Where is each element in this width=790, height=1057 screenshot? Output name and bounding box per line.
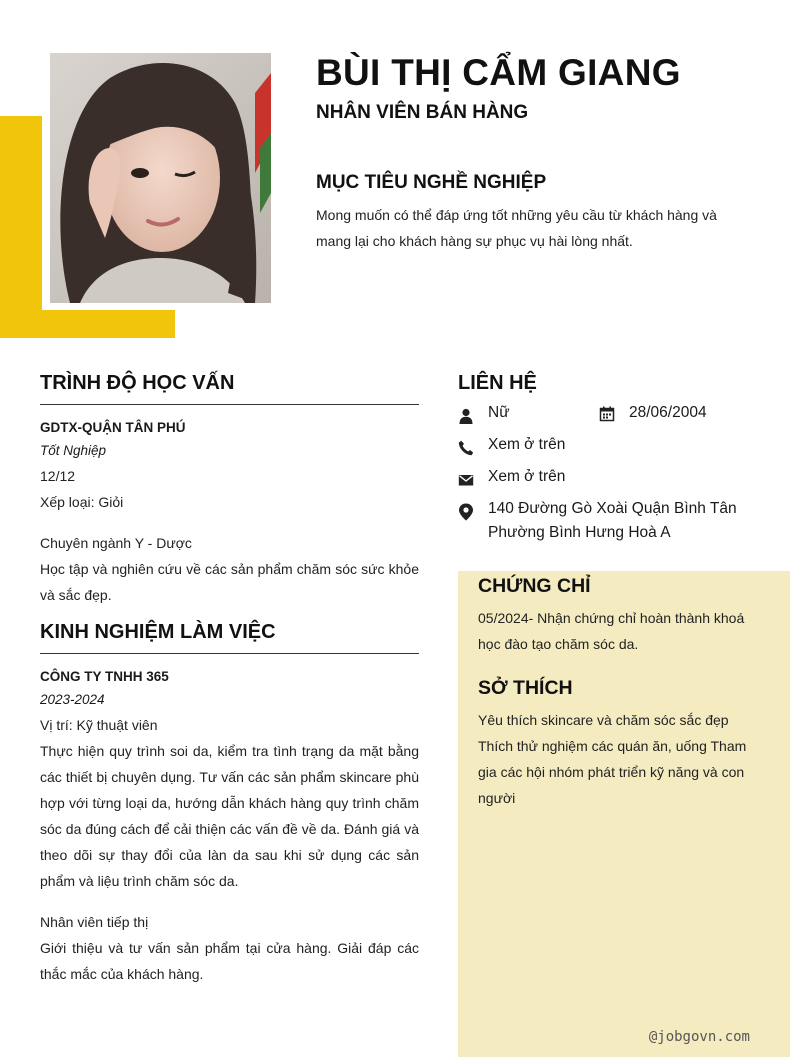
contact-heading: LIÊN HỆ (458, 372, 537, 394)
education-heading: TRÌNH ĐỘ HỌC VẤN (40, 372, 419, 405)
experience-heading: KINH NGHIỆM LÀM VIỆC (40, 621, 419, 654)
experience-role2: Nhân viên tiếp thị (40, 914, 149, 930)
contact-row-email (458, 465, 758, 497)
email-icon (458, 472, 474, 488)
education-grade-level: 12/12 (40, 468, 76, 484)
education-school: GDTX-QUẬN TÂN PHÚ (40, 420, 186, 435)
experience-role2-description: Giới thiệu và tư vấn sản phẩm tại cửa hàng. Giải đáp các thắc mắc của khách hàng. (40, 940, 419, 982)
accent-bar-vertical (0, 116, 42, 338)
hobbies-line-2: Thích thử nghiệm các quán ăn, uống Tham gia các hội nhóm phát triển kỹ năng và con người (478, 738, 747, 806)
experience-company: CÔNG TY TNHH 365 (40, 669, 169, 684)
contact-birthday: 28/06/2004 (629, 404, 707, 421)
contact-phone: Xem ở trên (488, 436, 566, 453)
calendar-icon (599, 406, 615, 422)
education-major: Chuyên ngành Y - Dược (40, 535, 192, 551)
location-pin-icon (458, 503, 474, 521)
left-column (40, 372, 419, 987)
hobbies-heading: SỞ THÍCH (478, 677, 573, 699)
contact-email: Xem ở trên (488, 468, 566, 485)
contact-row-gender-birthday (458, 401, 758, 433)
contact-section (458, 372, 758, 547)
experience-period: 2023-2024 (40, 692, 105, 707)
phone-icon (458, 440, 474, 456)
education-status: Tốt Nghiệp (40, 443, 107, 458)
certificates-text: 05/2024- Nhận chứng chỉ hoàn thành khoá học đào tạo chăm sóc da. (478, 610, 745, 652)
education-rank: Xếp loại: Giỏi (40, 494, 124, 510)
certificates-heading: CHỨNG CHỈ (478, 575, 591, 597)
contact-address: 140 Đường Gò Xoài Quận Bình Tân Phường Bình Hưng Hoà A (488, 500, 737, 541)
profile-photo (50, 53, 271, 303)
watermark: @jobgovn.com (648, 1029, 750, 1045)
experience-position: Vị trí: Kỹ thuật viên (40, 717, 158, 733)
objective-heading: MỤC TIÊU NGHỀ NGHIỆP (316, 172, 547, 193)
side-panel-content (478, 573, 748, 811)
person-icon (458, 408, 474, 424)
side-panel (458, 571, 790, 1057)
accent-bar-horizontal (0, 310, 175, 338)
job-title: NHÂN VIÊN BÁN HÀNG (316, 102, 529, 123)
contact-row-address (458, 497, 758, 547)
education-major-description: Học tập và nghiên cứu về các sản phẩm chăm sóc sức khỏe và sắc đẹp. (40, 561, 419, 603)
contact-gender: Nữ (488, 404, 510, 421)
contact-row-phone (458, 433, 758, 465)
candidate-name: BÙI THỊ CẨM GIANG (316, 52, 681, 93)
hobbies-line-1: Yêu thích skincare và chăm sóc sắc đẹp (478, 712, 729, 728)
experience-position-description: Thực hiện quy trình soi da, kiểm tra tình trạng da mặt bằng các thiết bị chuyên dụng. Tư vấn các sản phẩm skincare phù hợp với từng loại da, hướng dẫn khách hàng quy trình chăm sóc da đúng cách để cải thiện các vấn đề về da. Đánh giá và theo dõi sự thay đổi của làn da sau khi sử dụng các sản phẩm và liệu trình chăm sóc da. (40, 743, 419, 889)
objective-text: Mong muốn có thể đáp ứng tốt những yêu cầu từ khách hàng và mang lại cho khách hàng sự phục vụ hài lòng nhất. (316, 207, 717, 249)
